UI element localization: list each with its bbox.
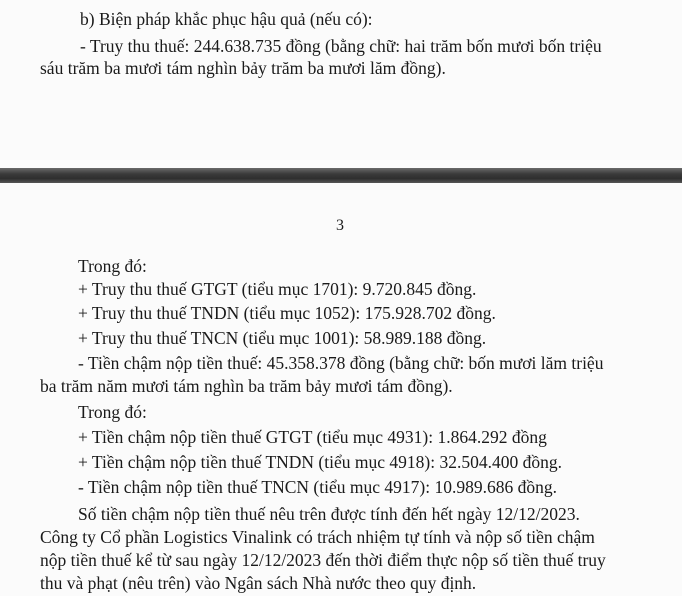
cit-late-line: + Tiền chậm nộp tiền thuế TNDN (tiểu mục 4918): 32.504.400 đồng. — [78, 452, 562, 472]
responsibility-line-3: thu và phạt (nêu trên) vào Ngân sách Nhà nước theo quy định. — [40, 573, 477, 593]
late-payment-words-line: ba trăm năm mươi tám nghìn ba trăm bảy mươi tám đồng). — [40, 376, 453, 396]
page-number: 3 — [336, 217, 344, 234]
back-tax-words-line: sáu trăm ba mươi tám nghìn bảy trăm ba mươi lăm đồng). — [40, 58, 446, 78]
late-payment-line: - Tiền chậm nộp tiền thuế: 45.358.378 đồng (bằng chữ: bốn mươi lăm triệu — [78, 353, 604, 373]
back-tax-line: - Truy thu thuế: 244.638.735 đồng (bằng chữ: hai trăm bốn mươi bốn triệu — [80, 36, 602, 56]
vat-back-tax-line: + Truy thu thuế GTGT (tiểu mục 1701): 9.720.845 đồng. — [78, 279, 477, 299]
remedy-heading: b) Biện pháp khắc phục hậu quả (nếu có): — [80, 9, 373, 29]
page-divider — [0, 168, 682, 183]
in-which-label-2: Trong đó: — [78, 402, 147, 422]
responsibility-line-1: Công ty Cổ phần Logistics Vinalink có trách nhiệm tự tính và nộp số tiền chậm — [40, 527, 595, 547]
pit-back-tax-line: + Truy thu thuế TNCN (tiểu mục 1001): 58.989.188 đồng. — [78, 328, 487, 348]
pit-late-line: - Tiền chậm nộp tiền thuế TNCN (tiểu mục 4917): 10.989.686 đồng. — [78, 477, 557, 497]
cit-back-tax-line: + Truy thu thuế TNDN (tiểu mục 1052): 175.928.702 đồng. — [78, 303, 496, 323]
vat-late-line: + Tiền chậm nộp tiền thuế GTGT (tiểu mục 4931): 1.864.292 đồng — [78, 427, 547, 447]
calc-date-line: Số tiền chậm nộp tiền thuế nêu trên được tính đến hết ngày 12/12/2023. — [78, 504, 580, 524]
responsibility-line-2: nộp tiền thuế kể từ sau ngày 12/12/2023 đến thời điểm thực nộp số tiền thuế truy — [40, 550, 606, 570]
in-which-label: Trong đó: — [78, 256, 147, 276]
